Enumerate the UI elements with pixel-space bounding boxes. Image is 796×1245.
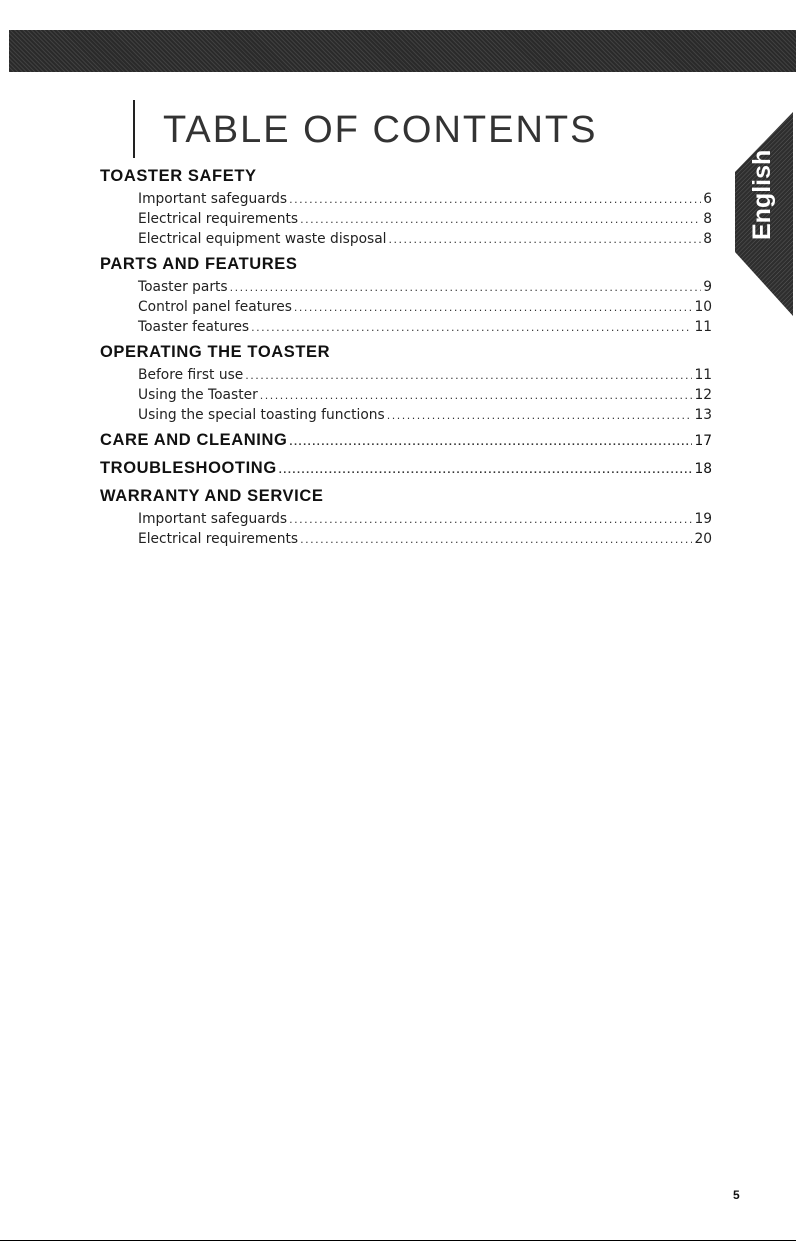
toc-entry-label: Toaster features [138,319,250,335]
header-band [9,30,796,72]
toc-section-toaster-safety [100,164,712,249]
dot-leader [300,530,692,550]
toc-entry-page: 12 [694,387,712,403]
toc-entry-page: 8 [703,211,712,227]
toc-entry-page: 10 [694,299,712,315]
toc-entry-page: 20 [694,531,712,547]
toc-section-operating-the-toaster [100,340,712,425]
toc-entry-label: Toaster parts [138,279,228,295]
toc-heading-page: 17 [694,433,712,449]
toc-entry-page: 11 [694,367,712,383]
toc-entry-label: Using the Toaster [138,387,258,403]
dot-leader [230,278,702,298]
toc-entry-page: 19 [694,511,712,527]
toc-entry[interactable] [100,509,712,529]
toc-entry[interactable] [100,317,712,337]
toc-section-care-and-cleaning [100,428,712,453]
toc-entry-label: Electrical requirements [138,531,299,547]
toc-heading-label: TROUBLESHOOTING [100,459,277,477]
toc-section-parts-and-features [100,252,712,337]
toc-section-troubleshooting [100,456,712,481]
dot-leader [289,190,701,210]
toc-entry-page: 11 [694,319,712,335]
toc-entry[interactable] [100,229,712,249]
dot-leader [245,366,692,386]
dot-leader [289,430,692,455]
toc-entry-label: Important safeguards [138,511,288,527]
title-accent-rule [133,100,135,158]
toc-heading-label: PARTS AND FEATURES [100,255,298,273]
toc-section-heading[interactable] [100,484,712,509]
dot-leader [260,386,693,406]
toc-entry[interactable] [100,189,712,209]
toc-section-heading[interactable] [100,456,712,481]
toc-entry-page: 13 [694,407,712,423]
dot-leader [389,230,702,250]
toc-entry-label: Electrical requirements [138,211,299,227]
toc-heading-label: OPERATING THE TOASTER [100,343,331,361]
toc-section-heading[interactable] [100,164,712,189]
toc-heading-label: CARE AND CLEANING [100,431,288,449]
toc-section-warranty-and-service [100,484,712,549]
page-title: TABLE OF CONTENTS [163,109,598,151]
toc-entry-label: Using the special toasting functions [138,407,385,423]
dot-leader [294,298,693,318]
toc-entry-page: 6 [703,191,712,207]
toc-section-heading[interactable] [100,252,712,277]
toc-section-heading[interactable] [100,428,712,453]
toc-entry-page: 8 [703,231,712,247]
toc-entry-label: Before first use [138,367,244,383]
toc-entry[interactable] [100,277,712,297]
toc-entry-page: 9 [703,279,712,295]
dot-leader [387,406,693,426]
toc-entry[interactable] [100,297,712,317]
toc-entry[interactable] [100,209,712,229]
page-number: 5 [733,1188,740,1202]
dot-leader [251,318,692,338]
toc-entry-label: Control panel features [138,299,292,315]
toc-heading-label: WARRANTY AND SERVICE [100,487,324,505]
toc-entry[interactable] [100,385,712,405]
dot-leader [279,458,693,483]
table-of-contents [100,164,712,549]
toc-heading-page: 18 [694,461,712,477]
language-tab-label: English [748,149,776,240]
toc-entry[interactable] [100,365,712,385]
dot-leader [289,510,692,530]
bottom-rule [0,1240,796,1241]
toc-heading-label: TOASTER SAFETY [100,167,257,185]
toc-entry-label: Electrical equipment waste disposal [138,231,387,247]
toc-entry[interactable] [100,529,712,549]
toc-entry[interactable] [100,405,712,425]
toc-entry-label: Important safeguards [138,191,288,207]
dot-leader [300,210,701,230]
toc-section-heading[interactable] [100,340,712,365]
